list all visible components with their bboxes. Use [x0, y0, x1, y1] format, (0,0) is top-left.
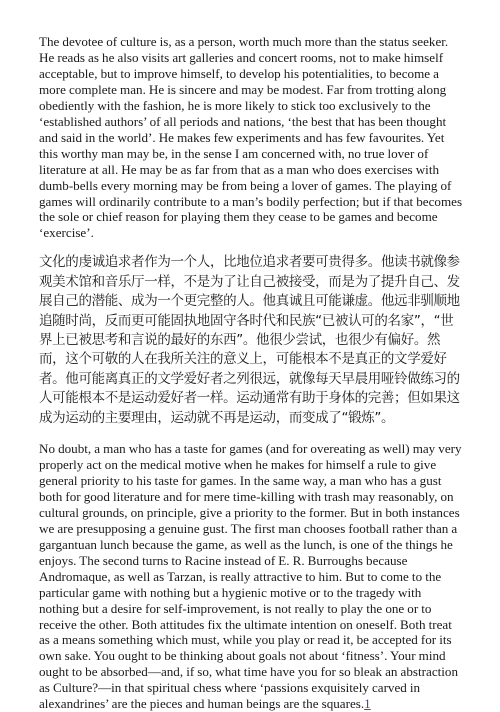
paragraph-english-2-text: No doubt, a man who has a taste for games (and for overeating as well) may very properly act on the medical motive when he makes for himself a rule to give general priority to his taste for games. In the same way, a man who has a gust both for good literature and for mere time-killing with trash may reasonably, on cultural grounds, on principle, give a priority to the former. But in both instances we are presupposing a genuine gust. The first man chooses football rather than a gargantuan lunch because the game, as well as the lunch, is one of the things he enjoys. The second turns to Racine instead of E. R. Burroughs because Andromaque, as well as Tarzan, is really attractive to him. But to come to the particular game with nothing but a hygienic motive or to the tragedy with nothing but a desire for self-improvement, is not really to play the one or to receive the other. Both attitudes fix the ultimate intention on oneself. Both treat as a means something which must, while you play or read it, be accepted for its own sake. You ought to be thinking about goals not about ‘fitness’. Your mind ought to be absorbed—and, if so, what time have you for so bleak an abstraction as Culture?—in that spiritual chess where ‘passions exquisitely carved in alexandrines’ are the pieces and human beings are the squares. — [39, 441, 462, 712]
footnote-link[interactable]: 1 — [364, 696, 371, 712]
paragraph-chinese-translation: 文化的虔诚追求者作为一个人，比地位追求者要可贵得多。他读书就像参观美术馆和音乐厅一样，不是为了让自己被接受，而是为了提升自己、发展自己的潜能、成为一个更完整的人。他真诚且可能谦虚。他远非驯顺地追随时尚，反而更可能固执地固守各时代和民族“已被认可的名家”，“世界上已被思考和言说的最好的东西”。他很少尝试，也很少有偏好。然而，这个可敬的人在我所关注的意义上，可能根本不是真正的文学爱好者。他可能离真正的文学爱好者之列很远，就像每天早晨用哑铃做练习的人可能根本不是运动爱好者一样。运动通常有助于身体的完善；但如果这成为运动的主要理由，运动就不再是运动，而变成了“锻炼”。 — [39, 254, 460, 426]
document-page — [39, 34, 463, 712]
paragraph-english-1: The devotee of culture is, as a person, worth much more than the status seeker. He reads as he also visits art galleries and concert rooms, not to make himself acceptable, but to improve himself, to develop his potentialities, to become a more complete man. He is sincere and may be modest. Far from trotting along obediently with the fashion, he is more likely to stick too exclusively to the ‘established authors’ of all periods and nations, ‘the best that has been thought and said in the world’. He makes few experiments and has few favourites. Yet this worthy man may be, in the sense I am concerned with, no true lover of literature at all. He may be as far from that as a man who does exercises with dumb-bells every morning may be from being a lover of games. The playing of games will ordinarily contribute to a man’s bodily perfection; but if that becomes the sole or chief reason for playing them they cease to be games and become ‘exercise’. — [39, 34, 463, 241]
paragraph-english-2 — [39, 441, 463, 712]
